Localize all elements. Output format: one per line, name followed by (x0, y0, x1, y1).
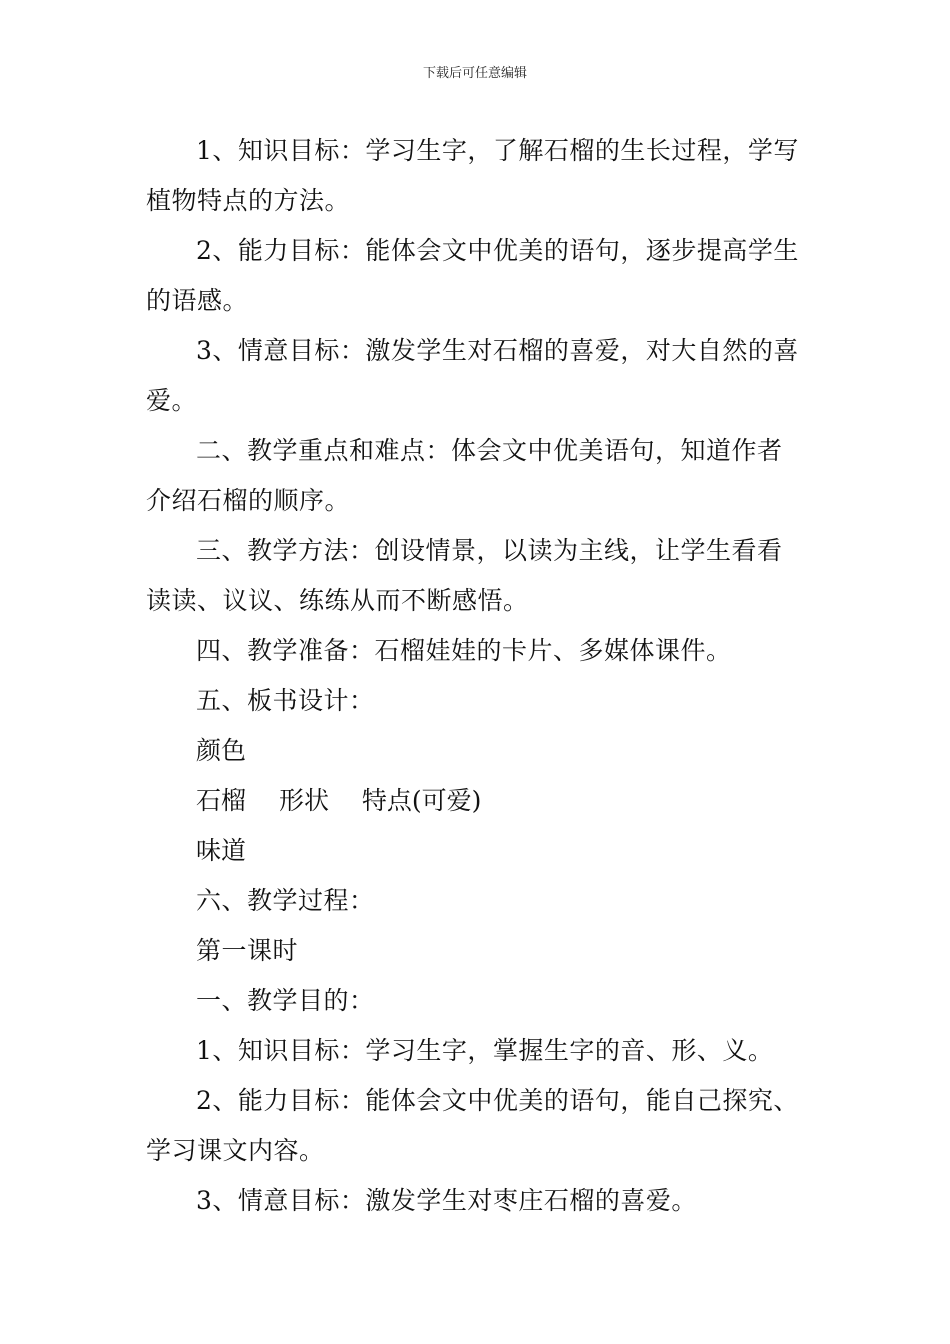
paragraph-emotion-goal-2: 3、情意目标：激发学生对枣庄石榴的喜爱。 (196, 1186, 697, 1215)
paragraph-ability-goal-2: 2、能力目标：能体会文中优美的语句，能自己探究、学习课文内容。 (146, 1086, 799, 1165)
board-line-main: 石榴 形状 特点(可爱) (196, 786, 482, 815)
paragraph-first-lesson: 第一课时 (196, 936, 299, 965)
board-line-taste: 味道 (196, 836, 247, 865)
page-header: 下载后可任意编辑 (422, 66, 527, 81)
paragraph-key-points: 二、教学重点和难点：体会文中优美语句，知道作者介绍石榴的顺序。 (146, 436, 783, 515)
document-body (146, 126, 806, 1226)
paragraph-ability-goal: 2、能力目标：能体会文中优美的语句，逐步提高学生的语感。 (146, 236, 799, 315)
paragraph-board-design-heading: 五、板书设计： (196, 686, 375, 715)
paragraph-knowledge-goal: 1、知识目标：学习生字，了解石榴的生长过程，学写植物特点的方法。 (146, 136, 799, 215)
paragraph-knowledge-goal-2: 1、知识目标：学习生字，掌握生字的音、形、义。 (196, 1036, 774, 1065)
board-line-color: 颜色 (196, 736, 247, 765)
paragraph-emotion-goal: 3、情意目标：激发学生对石榴的喜爱，对大自然的喜爱。 (146, 336, 799, 415)
paragraph-teaching-purpose: 一、教学目的： (196, 986, 375, 1015)
paragraph-teaching-method: 三、教学方法：创设情景，以读为主线，让学生看看读读、议议、练练从而不断感悟。 (146, 536, 783, 615)
paragraph-teaching-process: 六、教学过程： (196, 886, 375, 915)
paragraph-teaching-preparation: 四、教学准备：石榴娃娃的卡片、多媒体课件。 (196, 636, 732, 665)
